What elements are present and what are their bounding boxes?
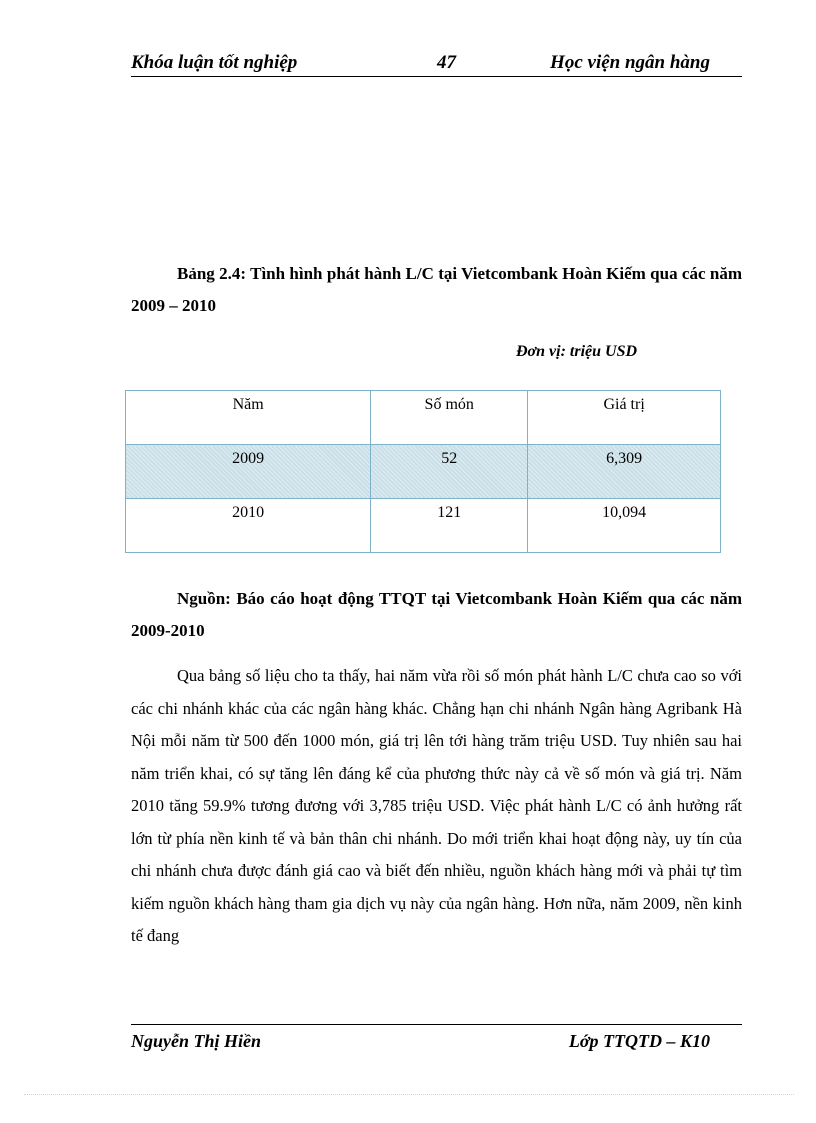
body-paragraph: Qua bảng số liệu cho ta thấy, hai năm vừa rồi số món phát hành L/C chưa cao so với các chi nhánh khác của các ngân hàng khác. Chẳng hạn chi nhánh Ngân hàng Agribank Hà Nội mỗi năm từ 500 đến 1000 món, giá trị lên tới hàng trăm triệu USD. Tuy nhiên sau hai năm triển khai, có sự tăng lên đáng kể của phương thức này cả về số món và giá trị. Năm 2010 tăng 59.9% tương đương với 3,785 triệu USD. Việc phát hành L/C có ảnh hưởng rất lớn từ phía nền kinh tế và bản thân chi nhánh. Do mới triển khai hoạt động này, uy tín của chi nhánh chưa được đánh giá cao và biết đến nhiều, nguồn khách hàng mới và phải tự tìm kiếm nguồn khách hàng tham gia dịch vụ này của ngân hàng. Hơn nữa, năm 2009, nền kinh tế đang [131, 666, 742, 945]
cell-value: 6,309 [528, 445, 721, 499]
table-source: Nguồn: Báo cáo hoạt động TTQT tại Vietcombank Hoàn Kiếm qua các năm 2009-2010 [131, 589, 742, 640]
page-footer [131, 1024, 742, 1055]
page-header [131, 50, 742, 77]
header-cell-year: Năm [126, 391, 371, 445]
table-row [126, 499, 721, 553]
cell-year: 2009 [126, 445, 371, 499]
header-cell-count: Số món [371, 391, 528, 445]
header-institution: Học viện ngân hàng [550, 52, 710, 73]
header-cell-value: Giá trị [528, 391, 721, 445]
header-thesis-label: Khóa luận tốt nghiệp [131, 52, 298, 73]
table-row [126, 445, 721, 499]
page-number: 47 [437, 52, 456, 73]
cell-count: 52 [371, 445, 528, 499]
cell-count: 121 [371, 499, 528, 553]
cell-year: 2010 [126, 499, 371, 553]
footer-author: Nguyễn Thị Hiền [131, 1031, 262, 1051]
table-header-row [126, 391, 721, 445]
footer-class: Lớp TTQTD – K10 [568, 1031, 710, 1051]
lc-issuance-table [125, 390, 721, 553]
cell-value: 10,094 [528, 499, 721, 553]
page-edge-divider [24, 1094, 794, 1095]
unit-label: Đơn vị: triệu USD [516, 343, 638, 360]
table-caption: Bảng 2.4: Tình hình phát hành L/C tại Vietcombank Hoàn Kiếm qua các năm 2009 – 2010 [131, 264, 742, 315]
